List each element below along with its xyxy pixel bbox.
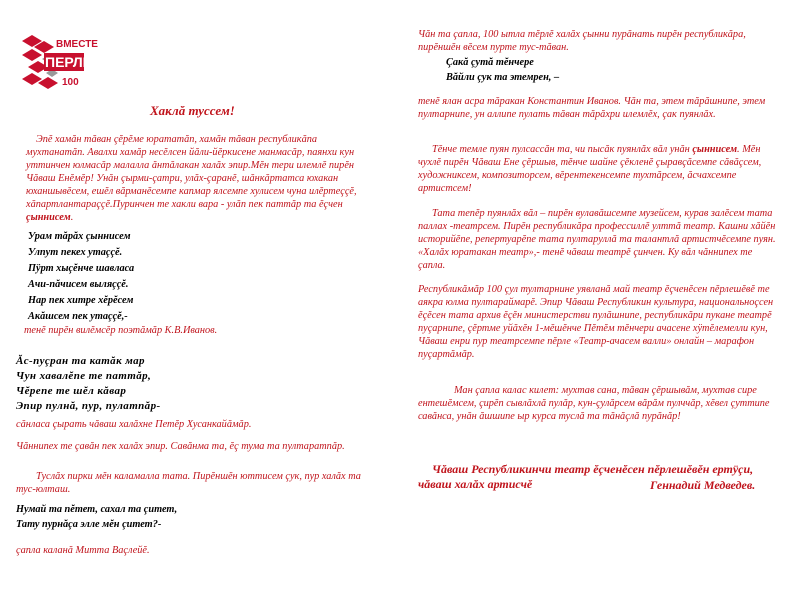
right-paragraph-3: Тата тепĕр пуянлăх вăл – пирĕн вулавăшсемпе музейсем, курав залĕсем тата паллах -театрсем. Пирĕн республикăра профессиллĕ улттă театр. Кашни хăйĕн историйĕпе, репертуарĕпе тата пултаруллă та талантлă артистчĕсемпе пуян. «Халăх юратакан театр»,- тенĕ чăваш театрĕ çинчен. Ку вăл чăннипех те çапла.	[418, 208, 776, 271]
right-paragraph-2-start: Тĕнче темле пуян пулсассăн та, чи пысăк пуянлăх вăл унăн	[432, 144, 690, 155]
svg-text:ПЕРЛЕ: ПЕРЛЕ	[45, 54, 93, 70]
closing-signature: Чăваш Республикинчи театр ĕçченĕсен пĕрлешĕвĕн ертÿçи, чăваш халăх артисчĕ	[418, 462, 754, 491]
poem-ivanov-credit: тенĕ пирĕн вилĕмсĕр поэтăмăр К.В.Иванов.	[24, 325, 218, 336]
poem-line: Нар пек хитре хĕрĕсем	[28, 295, 134, 306]
svg-text:ВМЕСТЕ: ВМЕСТЕ	[56, 39, 98, 50]
poem-line: Вăйли çук та этемрен, –	[446, 72, 560, 83]
poem-line: Акăшсем пек утаççĕ,-	[28, 311, 128, 322]
poem-line: Чун хавалĕпе те паттăр,	[16, 370, 152, 382]
left-paragraph-1: Эпĕ хамăн тăван çĕрĕме юрататăп, хамăн тăван республикăпа мухтанатăп. Авалхи хамăр несĕлсен йăли-йĕркисене манмасăр, паянхи кун уттинчен юлмасăр малалла ăнтăлакан халăх эпир.Мĕн тери илемлĕ пирĕн Чăваш Енĕмĕр! Унăн çырми-çатри, улăх-çаранĕ, шăнкăртатса юхакан юханшывĕсем, ешĕл вăрманĕсемпе капмар ялсемпе хулисем чуна илĕртеççĕ, хăпартлантараççĕ.Пуринчен те хакли вара - улăп пек паттăр та ĕçчен çыннисем.	[26, 134, 357, 223]
left-paragraph-1-text: Эпĕ хамăн тăван çĕрĕме юрататăп, хамăн тăван республикăпа мухтанатăп. Авалхи хамăр несĕлсен йăли-йĕркисене манмасăр, паянхи кун уттинчен юлмасăр малалла ăнтăлакан халăх эпир.Мĕн тери илемлĕ пирĕн Чăваш Енĕмĕр! Унăн çырми-çатри, улăх-çаранĕ, шăнкăртатса юхакан юханшывĕсем, ешĕл вăрманĕсемпе капмар ялсемпе хулисем чуна илĕртеççĕ, хăпартлантараççĕ.Пуринчен те хакли вара - улăп пек паттăр та ĕçчен	[26, 134, 357, 210]
right-paragraph-4: Республикăмăр 100 çул тултарнине уявланă май театр ĕçченĕсен пĕрлешĕвĕ те аякра юлма пултараймарĕ. Эпир Чăваш Республикин культура, национальноçсен ĕçĕсен тата архив ĕçĕн министерстви пулăшнипе, республикăри пукане театрĕ пуçарнипе, çĕртме уйăхĕн 1-мĕшĕнче Пĕтĕм тĕнчери ачасене хÿтĕлемелли кун, Чăваш енри пур театрсемпе пĕрле «Театр-ачасем валли» онлайн – марафон пуçартăмăр.	[418, 284, 774, 360]
poem-line: Çакă çутă тĕнчере	[446, 57, 534, 68]
logo-vmeste-perle	[20, 33, 98, 93]
poem-line: Урам тăрăх çыннисем	[28, 231, 131, 242]
poem-line: Тату пурнăçа элле мĕн çитет?-	[16, 519, 162, 530]
author-name: Геннадий Медведев.	[650, 478, 756, 492]
poem-ivanov	[28, 229, 134, 325]
right-paragraph-2-end: . Мĕн чухлĕ пирĕн Чăваш Ене çĕршыв, тĕнче шайне çĕкленĕ çыравçăсемпе сăвăçсем, художниксем, композиторсем, вĕрентекенсемпе тухтăрсем, ăсчахсемпе артистсем!	[418, 144, 762, 194]
left-paragraph-1-bold: çыннисем	[26, 212, 71, 223]
right-paragraph-2	[418, 143, 780, 195]
poem-khusankai-credit: сăнласа çырать чăваш халăхне Петĕр Хусанкайăмăр.	[16, 419, 252, 430]
poem-line: Улпут пекех утаççĕ.	[28, 247, 123, 258]
logo-graphic	[20, 33, 98, 93]
poem-line: Пÿрт хыçĕнче шавласа	[28, 263, 135, 274]
poem-line: Эпир пулнă, пур, пулатпăр-	[16, 400, 161, 412]
poem-line: Нумай та пĕтет, сахал та çитет,	[16, 504, 178, 515]
right-paragraph-1: тенĕ ялан асра тăракан Константин Иванов. Чăн та, этем тăрăшнипе, этем пултарнипе, ун аллипе пулать тăван тăрăхри илемлĕх, çак пуянлăх.	[418, 96, 766, 120]
left-paragraph-2: Чăннипех те çавăн пек халăх эпир. Савăнма та, ĕç тума та пултаратпăр.	[16, 441, 345, 452]
letter-title: Хаклă туссем!	[150, 103, 235, 118]
right-paragraph-2-bold: çыннисем	[692, 144, 738, 155]
svg-text:100: 100	[62, 77, 79, 88]
poem-khusankai	[16, 354, 161, 414]
poem-line: Чĕрепе те шĕл кăвар	[16, 385, 127, 397]
poem-line: Ачи-пăчисем выляççĕ.	[28, 279, 129, 290]
right-intro: Чăн та çапла, 100 ытла тĕрлĕ халăх çынни пурăнать пирĕн республикăра, пирĕншĕн вĕсем пурте тус-тăван.	[418, 29, 746, 53]
right-paragraph-5: Ман çапла калас килет: мухтав сана, тăван çĕршывăм, мухтав сире ентешĕмсем, çирĕп сывлăхлă пулăр, кун-çулăрсем вăрăм пулччăр, хĕвел çуттипе савăнса, унăн ăшшипе ыр курса туслă та тăнăçлă пурăнăр!	[418, 385, 770, 422]
poem-mitta	[16, 502, 177, 532]
poem-ivanov-2	[446, 55, 559, 85]
left-paragraph-3: Туслăх пирки мĕн каламалла тата. Пирĕншĕн юттисем çук, пур халăх та тус-юлташ.	[16, 471, 361, 495]
poem-line: Ăс-пуçран та катăк мар	[16, 355, 145, 367]
poem-mitta-credit: çапла каланă Митта Ваçлейĕ.	[16, 545, 150, 556]
